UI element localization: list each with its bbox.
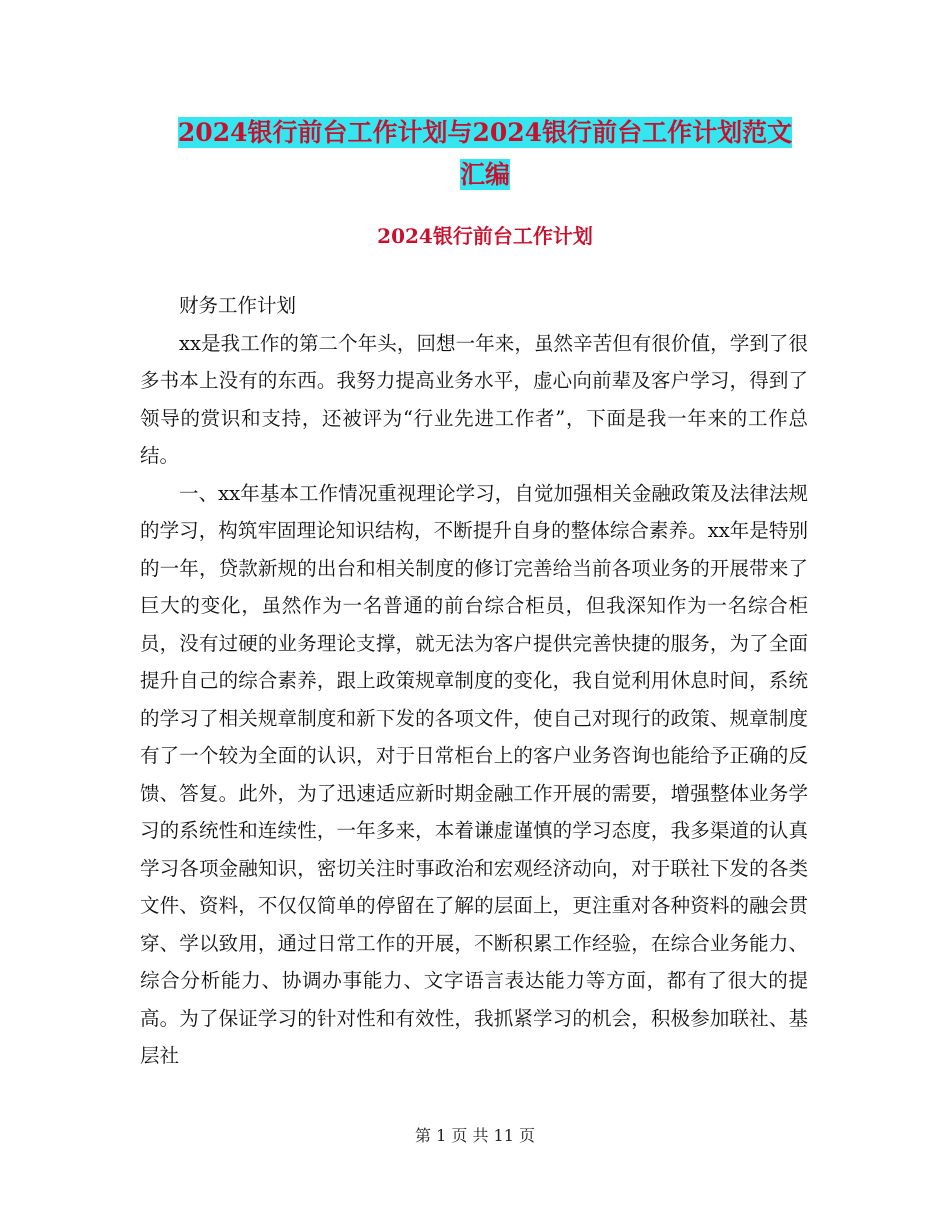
body-text [140, 287, 808, 1075]
paragraph-intro: xx是我工作的第二个年头，回想一年来，虽然辛苦但有很价值，学到了很多书本上没有的东西。我努力提高业务水平，虚心向前辈及客户学习，得到了领导的赏识和支持，还被评为“行业先进工作者”，下面是我一年来的工作总结。 [140, 331, 808, 467]
page-footer: 第 1 页 共 11 页 [415, 1126, 535, 1145]
paragraph-heading: 财务工作计划 [179, 294, 297, 317]
paragraph-section-one: 一、xx年基本工作情况重视理论学习，自觉加强相关金融政策及法律法规的学习，构筑牢固理论知识结构，不断提升自身的整体综合素养。xx年是特别的一年，贷款新规的出台和相关制度的修订完善给当前各项业务的开展带来了巨大的变化，虽然作为一名普通的前台综合柜员，但我深知作为一名综合柜员，没有过硬的业务理论支撑，就无法为客户提供完善快捷的服务，为了全面提升自己的综合素养，跟上政策规章制度的变化，我自觉利用休息时间，系统的学习了相关规章制度和新下发的各项文件，使自己对现行的政策、规章制度有了一个较为全面的认识，对于日常柜台上的客户业务咨询也能给予正确的反馈、答复。此外，为了迅速适应新时期金融工作开展的需要，增强整体业务学习的系统性和连续性，一年多来，本着谦虚谨慎的学习态度，我多渠道的认真学习各项金融知识，密切关注时事政治和宏观经济动向，对于联社下发的各类文件、资料，不仅仅简单的停留在了解的层面上，更注重对各种资料的融会贯穿、学以致用，通过日常工作的开展，不断积累工作经验，在综合业务能力、综合分析能力、协调办事能力、文字语言表达能力等方面，都有了很大的提高。为了保证学习的针对性和有效性，我抓紧学习的机会，积极参加联社、基层社 [140, 481, 808, 1067]
title-line-2: 汇编 [459, 160, 510, 189]
document-title [140, 112, 830, 196]
title-line-1: 2024银行前台工作计划与2024银行前台工作计划范文 [177, 118, 793, 147]
section-title: 2024银行前台工作计划 [377, 224, 593, 248]
